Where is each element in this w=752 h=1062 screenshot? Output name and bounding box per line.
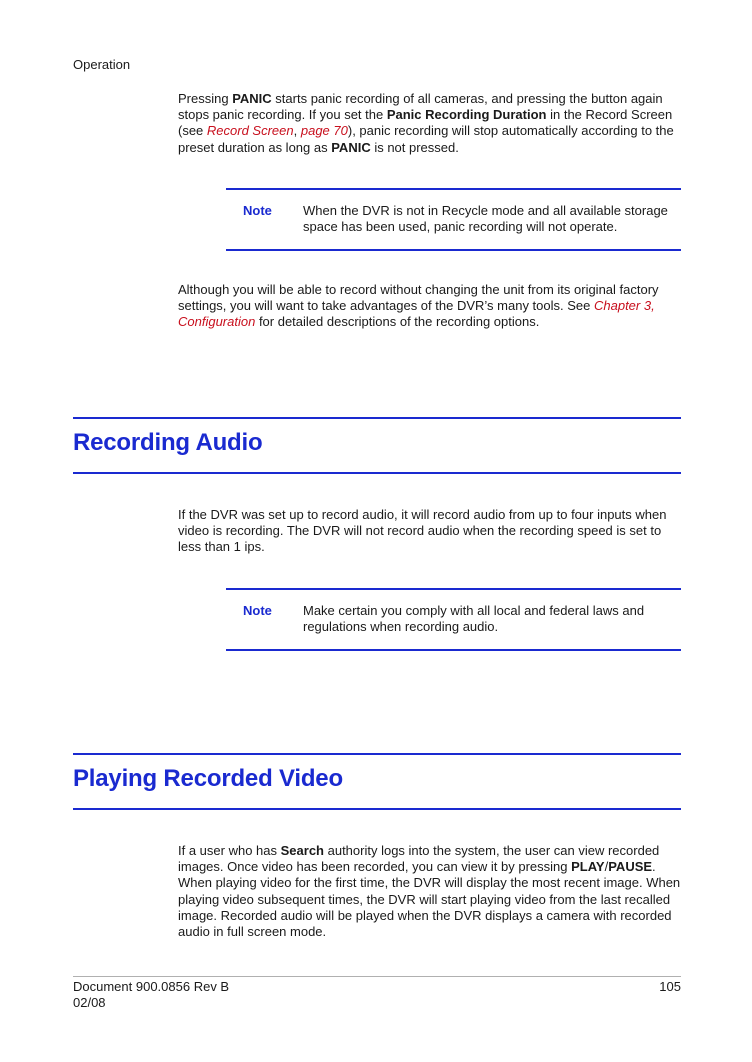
note-top-rule [226, 588, 681, 590]
running-header: Operation [73, 57, 131, 72]
page-70-link[interactable]: page 70 [300, 123, 348, 139]
section-heading: Recording Audio [73, 429, 263, 456]
document-number: Document 900.0856 Rev B [73, 979, 230, 994]
record-screen-link[interactable]: Record Screen [206, 123, 294, 139]
note-label: Note [243, 603, 272, 618]
note-bottom-rule [226, 649, 681, 651]
section-heading: Playing Recorded Video [73, 765, 343, 792]
factory-settings-paragraph: Although you will be able to record without changing the unit from its original factory settings, you will want to take advantages of the DVR’s many tools. See Chapter 3, Configuration for detailed descriptions of the recording options. [178, 282, 659, 330]
audio-paragraph: If the DVR was set up to record audio, it will record audio from up to four inputs when video is recording. The DVR will not record audio when the recording speed is set to less than 1 ips. [178, 507, 667, 555]
section-bottom-rule [73, 472, 681, 474]
footer-document-info [73, 979, 229, 1011]
section-bottom-rule [73, 808, 681, 810]
playback-paragraph: If a user who has Search authority logs into the system, the user can view recorded images. Once video has been recorded, you can view it by pressing PLAY/PAUSE. When playing video for the first time, the DVR will display the most recent image. When playing video subsequent times, the DVR will start playing video from the last recalled image. Recorded audio will be played when the DVR displays a camera with recorded audio in full screen mode. [178, 843, 681, 940]
panic-paragraph: Pressing PANIC starts panic recording of all cameras, and pressing the button again stops panic recording. If you set the Panic Recording Duration in the Record Screen (see Record Screen, page 70), panic recording will stop automatically according to the preset duration as long as PANIC is not pressed. [178, 91, 674, 155]
section-top-rule [73, 417, 681, 419]
chapter-3-configuration-link[interactable]: Chapter 3, Configuration [178, 298, 655, 330]
note-bottom-rule [226, 249, 681, 251]
note-label: Note [243, 203, 272, 218]
document-date: 02/08 [73, 995, 106, 1011]
note-text: When the DVR is not in Recycle mode and all available storage space has been used, panic recording will not operate. [303, 203, 668, 235]
note-top-rule [226, 188, 681, 190]
page-number: 105 [659, 979, 681, 994]
footer-rule [73, 976, 681, 977]
section-top-rule [73, 753, 681, 755]
note-text: Make certain you comply with all local and federal laws and regulations when recording audio. [303, 603, 645, 635]
